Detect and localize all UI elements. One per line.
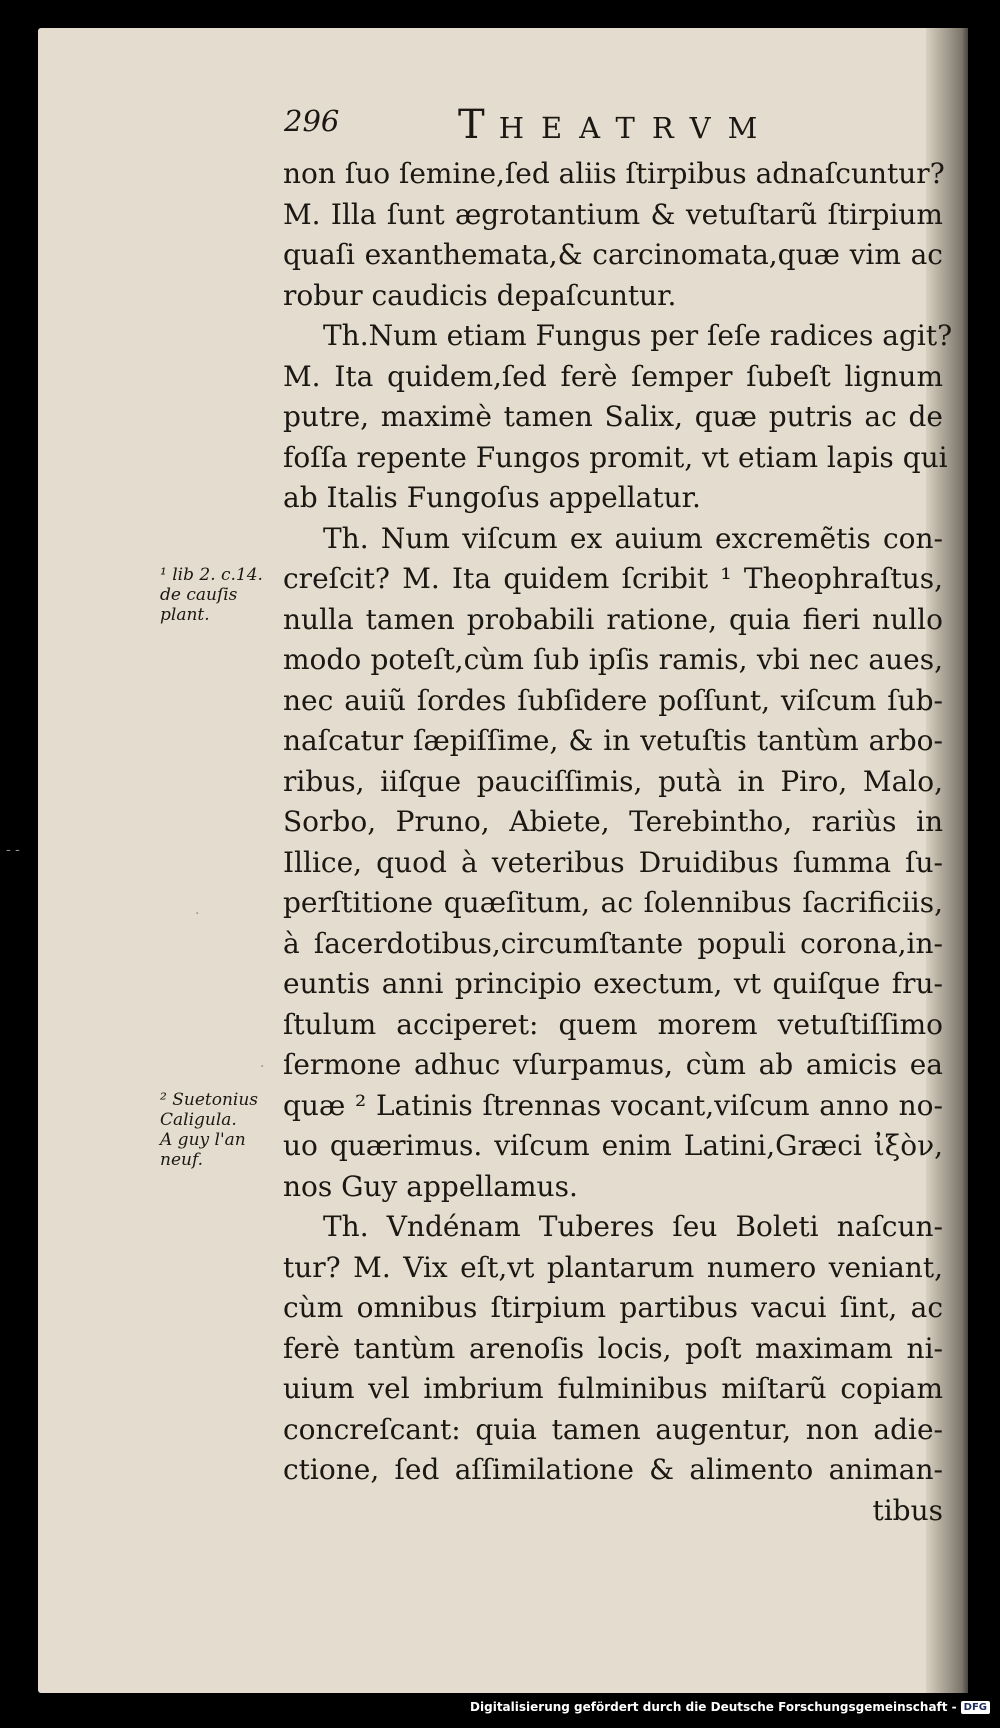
text-line: perſtitione quæſitum, ac ſolennibus ſacrificiis, bbox=[283, 886, 943, 919]
marginal-note-line: ² Suetonius bbox=[160, 1090, 258, 1110]
text-line: nos Guy appellamus. bbox=[283, 1169, 578, 1203]
text-line: putre, maximè tamen Salix, quæ putris ac de bbox=[283, 400, 943, 433]
paper-speck: . bbox=[260, 1055, 265, 1071]
page-header bbox=[0, 78, 1000, 148]
text-line: concreſcant: quia tamen augentur, non adie- bbox=[283, 1412, 943, 1446]
running-head bbox=[458, 102, 774, 148]
text-line: nec auiũ ſordes ſubſidere poſſunt, viſcum ſub- bbox=[283, 683, 943, 717]
text-line: nulla tamen probabili ratione, quia fieri nullo bbox=[283, 602, 943, 636]
text-line: Th.Num etiam Fungus per ſeſe radices agit? bbox=[323, 319, 953, 352]
text-line: naſcatur ſæpiſſime, & in vetuſtis tantùm arbo- bbox=[283, 724, 943, 757]
running-head-initial: T bbox=[458, 102, 499, 148]
text-line: Th. Num viſcum ex auium excremẽtis con- bbox=[323, 521, 943, 555]
text-line: quæ ² Latinis ſtrennas vocant,viſcum anno no- bbox=[283, 1088, 943, 1122]
text-line: cùm omnibus ſtirpium partibus vacui ſint, ac bbox=[283, 1291, 943, 1324]
text-line: creſcit? M. Ita quidem ſcribit ¹ Theophraſtus, bbox=[283, 562, 943, 595]
text-line: non ſuo ſemine,ſed aliis ſtirpibus adnaſcuntur? bbox=[283, 157, 945, 190]
binding-mark: - - bbox=[6, 842, 20, 858]
marginal-note-line: A guy l'an bbox=[160, 1130, 246, 1150]
running-head-rest: HEATRVM bbox=[498, 111, 775, 145]
text-line: tur? M. Vix eſt,vt plantarum numero veniant, bbox=[283, 1250, 943, 1284]
paper-speck: . bbox=[195, 902, 200, 918]
text-line: M. Ita quidem,ſed ferè ſemper ſubeſt lignum bbox=[283, 359, 943, 393]
text-line: ſtulum acciperet: quem morem vetuſtiſſimo bbox=[283, 1007, 943, 1041]
text-line: ferè tantùm arenoſis locis, poſt maximam ni- bbox=[283, 1331, 943, 1365]
text-line: ribus, iiſque pauciſſimis, putà in Piro, Malo, bbox=[283, 764, 943, 798]
marginal-note-suetonius bbox=[160, 1090, 258, 1170]
text-line: quaſi exanthemata,& carcinomata,quæ vim ac bbox=[283, 238, 943, 271]
text-line: uo quærimus. viſcum enim Latini,Græci ἰξὸν, bbox=[283, 1129, 943, 1162]
text-line: robur caudicis depaſcuntur. bbox=[283, 278, 677, 312]
marginal-note-line: de cauſis bbox=[160, 585, 238, 605]
text-line: Illice, quod à veteribus Druidibus ſumma ſu- bbox=[283, 845, 943, 879]
text-line: modo poteſt,cùm ſub ipſis ramis, vbi nec aues, bbox=[283, 643, 943, 676]
body-text bbox=[283, 154, 953, 1531]
text-line: uium vel imbrium fulminibus miſtarũ copiam bbox=[283, 1372, 943, 1405]
text-line: euntis anni principio exectum, vt quiſque fru- bbox=[283, 967, 943, 1000]
text-line: ſermone adhuc vſurpamus, cùm ab amicis ea bbox=[283, 1048, 943, 1081]
text-line: M. Illa ſunt ægrotantium & vetuſtarũ ſtirpium bbox=[283, 197, 943, 231]
text-line: Th. Vndénam Tuberes ſeu Boleti naſcun- bbox=[323, 1210, 943, 1243]
page-number: 296 bbox=[284, 104, 340, 138]
marginal-note-line: neuf. bbox=[160, 1150, 204, 1170]
text-line: foſſa repente Fungos promit, vt etiam lapis qui bbox=[283, 440, 948, 474]
marginal-note-theophrastus bbox=[160, 565, 263, 625]
text-line: Sorbo, Pruno, Abiete, Terebintho, rariùs in bbox=[283, 805, 943, 838]
digitization-footer bbox=[0, 1700, 990, 1714]
marginal-note-line: Caligula. bbox=[160, 1110, 237, 1130]
text-line: ctione, ſed aſſimilatione & alimento animan- bbox=[283, 1453, 943, 1486]
marginal-note-line: ¹ lib 2. c.14. bbox=[160, 565, 263, 585]
footer-text: Digitalisierung gefördert durch die Deutsche Forschungsgemeinschaft - bbox=[470, 1700, 957, 1714]
text-line: ab Italis Fungoſus appellatur. bbox=[283, 481, 701, 514]
catchword: tibus bbox=[872, 1493, 943, 1527]
text-line: à ſacerdotibus,circumſtante populi corona,in- bbox=[283, 926, 943, 960]
marginal-note-line: plant. bbox=[160, 605, 210, 625]
dfg-logo: DFG bbox=[961, 1701, 990, 1714]
